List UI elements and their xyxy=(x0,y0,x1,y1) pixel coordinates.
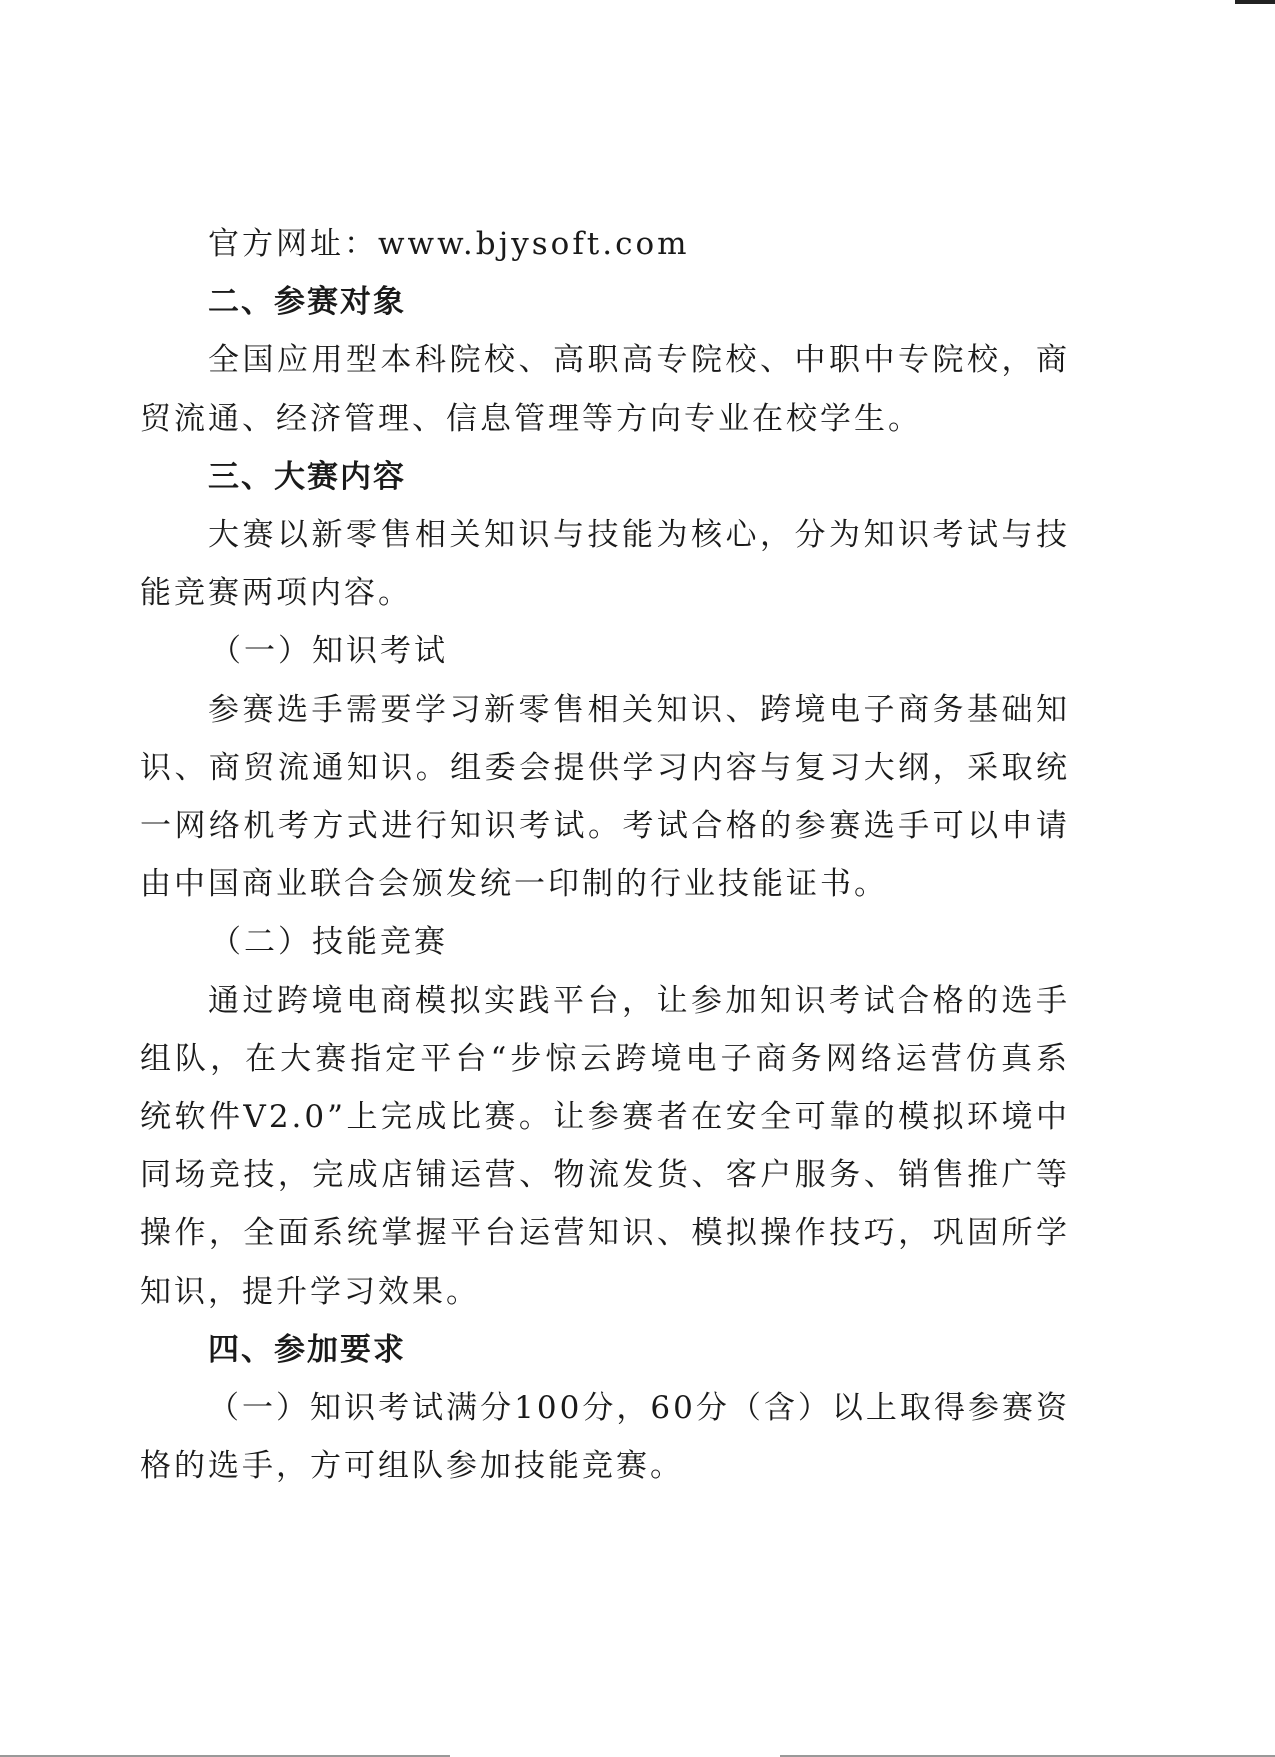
section-3-heading: 三、大赛内容 xyxy=(208,458,406,495)
section-2-heading: 二、参赛对象 xyxy=(208,284,406,321)
scan-corner-mark xyxy=(1235,0,1275,4)
section-4-item-1: （一）知识考试满分100分，60分（含）以上取得参赛资格的选手，方可组队参加技能竞赛。 xyxy=(140,1390,1070,1485)
subsection-knowledge-exam-title: （一）知识考试 xyxy=(210,633,448,670)
section-2-body: 全国应用型本科院校、高职高专院校、中职中专院校，商贸流通、经济管理、信息管理等方向专业在校学生。 xyxy=(140,342,1070,437)
document-body xyxy=(140,215,1070,1495)
section-3-intro: 大赛以新零售相关知识与技能为核心，分为知识考试与技能竞赛两项内容。 xyxy=(140,517,1070,612)
subsection-knowledge-exam-body: 参赛选手需要学习新零售相关知识、跨境电子商务基础知识、商贸流通知识。组委会提供学习内容与复习大纲，采取统一网络机考方式进行知识考试。考试合格的参赛选手可以申请由中国商业联合会颁发统一印制的行业技能证书。 xyxy=(140,691,1070,903)
website-line: 官方网址：www.bjysoft.com xyxy=(208,226,690,262)
section-4-heading: 四、参加要求 xyxy=(208,1331,406,1368)
subsection-skills-competition-title: （二）技能竞赛 xyxy=(210,924,448,961)
subsection-skills-competition-body: 通过跨境电商模拟实践平台，让参加知识考试合格的选手组队，在大赛指定平台“步惊云跨境电子商务网络运营仿真系统软件V2.0”上完成比赛。让参赛者在安全可靠的模拟环境中同场竞技，完成店铺运营、物流发货、客户服务、销售推广等操作，全面系统掌握平台运营知识、模拟操作技巧，巩固所学知识，提升学习效果。 xyxy=(140,982,1070,1310)
